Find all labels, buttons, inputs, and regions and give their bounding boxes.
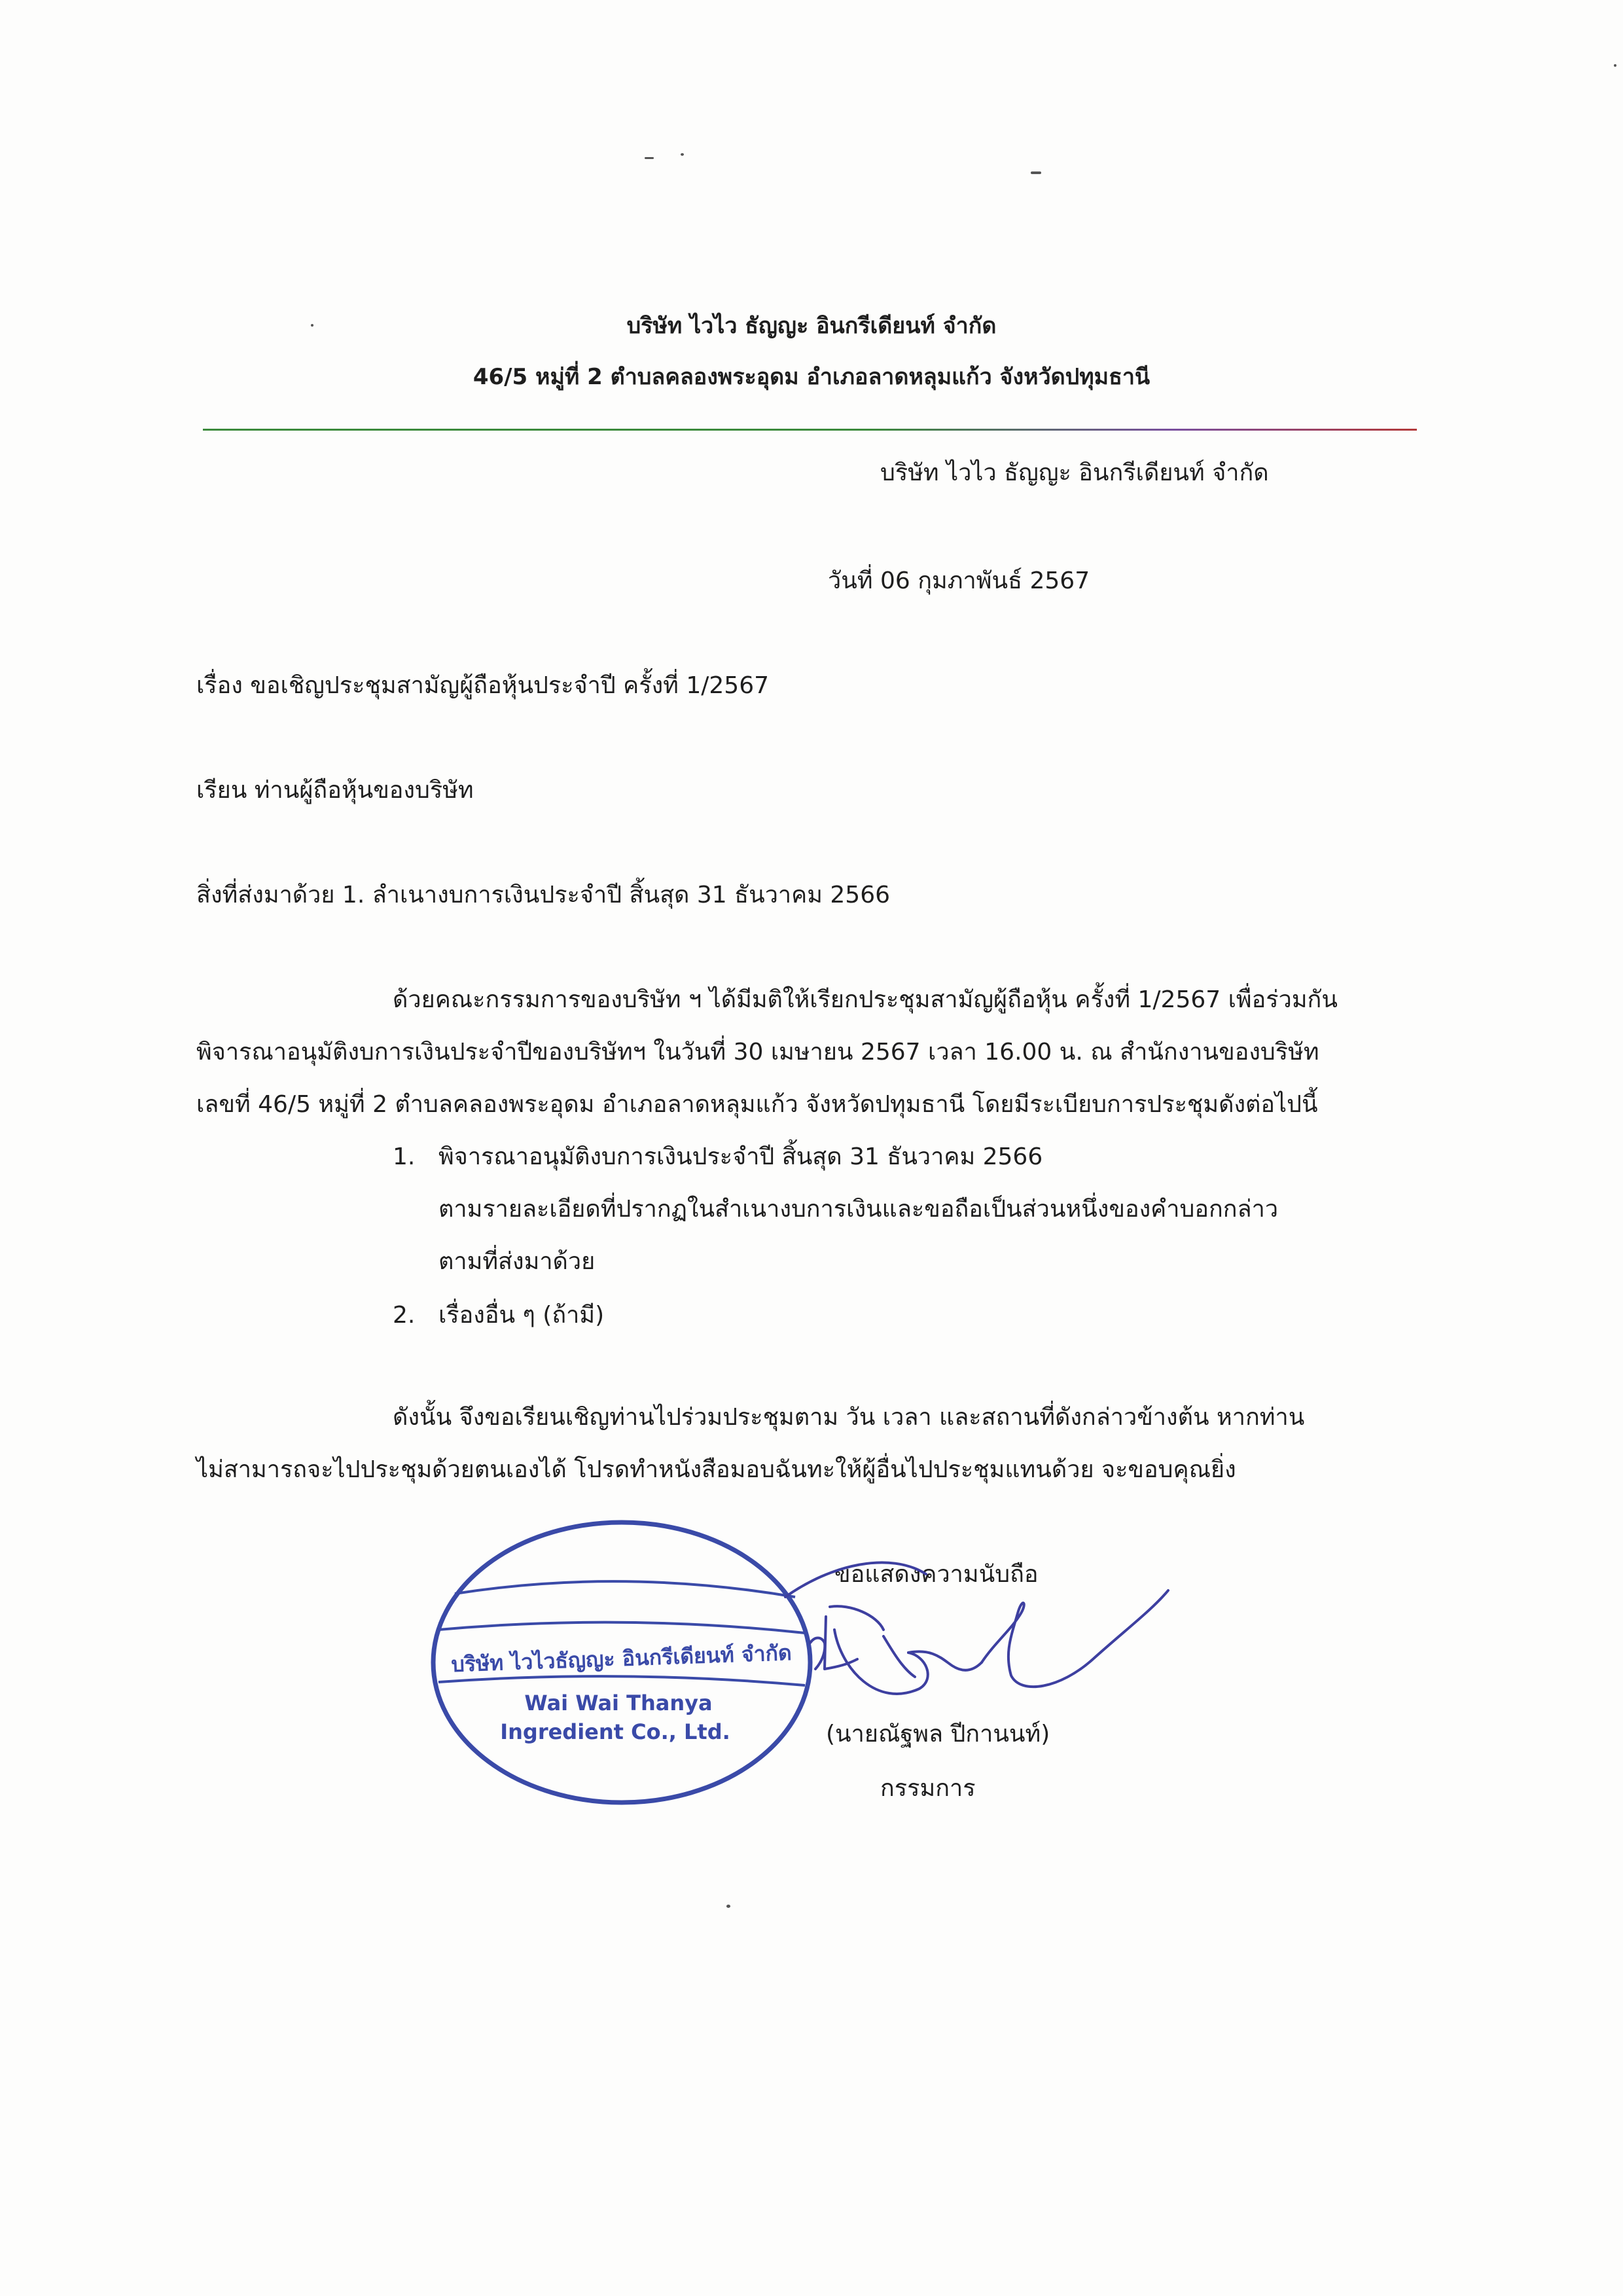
agenda-item-text: ตามที่ส่งมาด้วย (438, 1248, 596, 1275)
body-paragraph-1-line-3: เลขที่ 46/5 หมู่ที่ 2 ตำบลคลองพระอุดม อำเภอลาดหลุมแก้ว จังหวัดปทุมธานี โดยมีระเบียบการประชุมดังต่อไปนี้ (196, 1091, 1318, 1118)
letterhead-divider (203, 429, 1417, 431)
body-paragraph-2-line-2: ไม่สามารถจะไปประชุมด้วยตนเองได้ โปรดทำหนังสือมอบฉันทะให้ผู้อื่นไปประชุมแทนด้วย จะขอบคุณยิ่ง (196, 1456, 1236, 1483)
stamp-text-thai: บริษัท ไวไวธัญญะ อินกรีเดียนท์ จำกัด (450, 1640, 793, 1677)
letterhead-company: บริษัท ไวไว ธัญญะ อินกรีเดียนท์ จำกัด (626, 313, 997, 339)
agenda-item-text: พิจารณาอนุมัติงบการเงินประจำปี สิ้นสุด 31 ธันวาคม 2566 (438, 1143, 1043, 1170)
signature (753, 1538, 1178, 1741)
enclosure-line: สิ่งที่ส่งมาด้วย 1. ลำเนางบการเงินประจำปี สิ้นสุด 31 ธันวาคม 2566 (196, 882, 891, 908)
letter-date: วันที่ 06 กุมภาพันธ์ 2567 (828, 567, 1090, 594)
closing-salutation: ขอแสดงความนับถือ (834, 1561, 1039, 1588)
subject-line: เรื่อง ขอเชิญประชุมสามัญผู้ถือหุ้นประจำปี ครั้งที่ 1/2567 (196, 672, 770, 699)
letterhead-address: 46/5 หมู่ที่ 2 ตำบลคลองพระอุดม อำเภอลาดหลุมแก้ว จังหวัดปทุมธานี (473, 364, 1150, 390)
stamp-text-en-1: Wai Wai Thanya (524, 1691, 713, 1715)
body-paragraph-1-line-1: ด้วยคณะกรรมการของบริษัท ฯ ได้มีมติให้เรียกประชุมสามัญผู้ถือหุ้น ครั้งที่ 1/2567 เพื่อร่วมกัน (393, 986, 1338, 1013)
agenda-item-text: เรื่องอื่น ๆ (ถ้ามี) (438, 1302, 605, 1329)
body-paragraph-1-line-2: พิจารณาอนุมัติงบการเงินประจำปีของบริษัทฯ ในวันที่ 30 เมษายน 2567 เวลา 16.00 น. ณ สำนักงานของบริษัท (196, 1039, 1319, 1066)
scan-speck (1031, 171, 1041, 174)
recipient-line: เรียน ท่านผู้ถือหุ้นของบริษัท (196, 777, 474, 804)
scan-speck (681, 153, 684, 156)
stamp-text-en-2: Ingredient Co., Ltd. (500, 1719, 730, 1744)
agenda-item-text: ตามรายละเอียดที่ปรากฏในสำเนางบการเงินและขอถือเป็นส่วนหนึ่งของคำบอกกล่าว (438, 1196, 1279, 1223)
signer-title: กรรมการ (880, 1775, 976, 1802)
agenda-item-number: 1. (393, 1143, 416, 1170)
scan-speck (1614, 64, 1616, 67)
scan-speck (726, 1905, 730, 1908)
signer-name: (นายณัฐพล ปีกานนท์) (826, 1721, 1050, 1748)
sender-name: บริษัท ไวไว ธัญญะ อินกรีเดียนท์ จำกัด (880, 459, 1269, 486)
body-paragraph-2-line-1: ดังนั้น จึงขอเรียนเชิญท่านไปร่วมประชุมตาม วัน เวลา และสถานที่ดังกล่าวข้างต้น หากท่าน (393, 1404, 1305, 1431)
scan-speck (645, 157, 654, 159)
agenda-item-number: 2. (393, 1302, 416, 1329)
